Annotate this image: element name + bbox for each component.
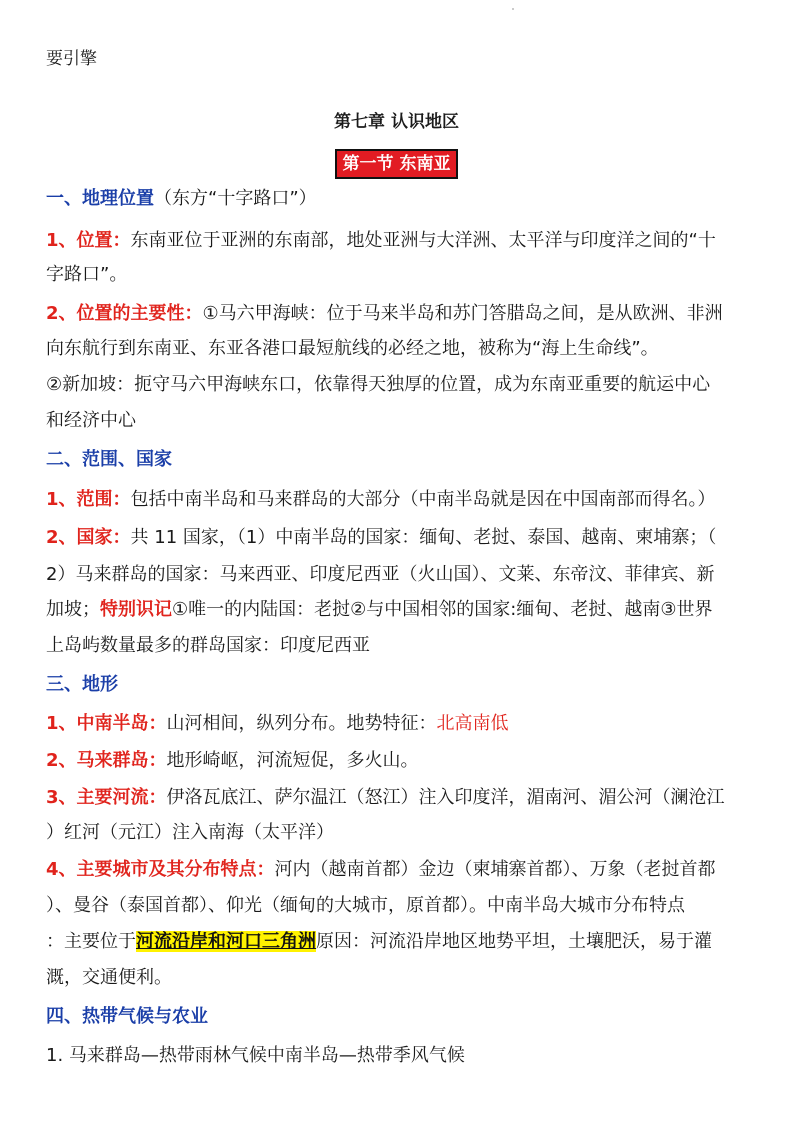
s3-p4-text3a: ：主要位于 xyxy=(46,931,136,952)
s2-heading: 二、范围、国家 xyxy=(46,449,172,470)
s3-p4-text3b: 原因：河流沿岸地区地势平坦，土壤肥沃，易于灌 xyxy=(316,931,712,952)
s3-heading: 三、地形 xyxy=(46,674,118,695)
s3-p4-line1 xyxy=(46,857,748,883)
s4-heading: 四、热带气候与农业 xyxy=(46,1006,208,1027)
s3-p4-text1: 河内（越南首都）金边（柬埔寨首都）、万象（老挝首都 xyxy=(274,859,716,880)
s2-p2-line2: 2）马来群岛的国家：马来西亚、印度尼西亚（火山国）、文莱、东帝汶、菲律宾、新 xyxy=(46,564,715,585)
s2-p2-line1 xyxy=(46,525,748,551)
s3-p4-line2: ）、曼谷（泰国首都）、仰光（缅甸的大城市，原首都）。中南半岛大城市分布特点 xyxy=(46,895,685,916)
s1-p2-line1 xyxy=(46,301,748,327)
s3-p3-line1 xyxy=(46,785,748,811)
s3-p1-line xyxy=(46,711,748,737)
s2-special-note: 特别识记 xyxy=(100,599,172,620)
s2-p2-text3a: 加坡； xyxy=(46,599,100,620)
s1-p2-text1: ①马六甲海峡：位于马来半岛和苏门答腊岛之间，是从欧洲、非洲 xyxy=(202,303,723,324)
s1-p2-line4: 和经济中心 xyxy=(46,410,136,431)
s3-p1-label: 1、中南半岛： xyxy=(46,713,167,734)
s3-p1-text: 山河相间，纵列分布。地势特征： xyxy=(166,713,437,734)
s3-p2-text: 地形崎岖，河流短促，多火山。 xyxy=(166,750,419,771)
s1-p1-line1 xyxy=(46,228,748,254)
s2-p1-label: 1、范围： xyxy=(46,489,131,510)
s2-p1-text1: 包括中南半岛和马来群岛的大部分（中南半岛就是因在中国南部而得名。） xyxy=(130,489,716,510)
s3-p3-line2: ）红河（元江）注入南海（太平洋） xyxy=(46,822,334,843)
s2-p2-text1: 共 11 国家，（1）中南半岛的国家：缅甸、老挝、泰国、越南、柬埔寨；（ xyxy=(130,527,717,548)
s1-p1-text1: 东南亚位于亚洲的东南部，地处亚洲与大洋洲、太平洋与印度洋之间的“十 xyxy=(130,230,716,251)
section-title-wrap xyxy=(0,149,793,179)
s4-p1-line: 1. 马来群岛—热带雨林气候中南半岛—热带季风气候 xyxy=(46,1045,465,1066)
s3-p3-label: 3、主要河流： xyxy=(46,787,167,808)
s2-p2-text3b: ①唯一的内陆国：老挝②与中国相邻的国家:缅甸、老挝、越南③世界 xyxy=(172,599,713,620)
s1-heading: 一、地理位置 xyxy=(46,188,154,209)
s3-p4-label: 4、主要城市及其分布特点： xyxy=(46,859,275,880)
s2-heading-line xyxy=(46,447,748,473)
s1-p1-line2: 字路口”。 xyxy=(46,264,128,285)
header-label: 要引擎 xyxy=(46,49,97,69)
s3-heading-line xyxy=(46,672,748,698)
s2-p2-line3 xyxy=(46,597,748,623)
s1-p1-label: 1、位置： xyxy=(46,230,131,251)
s1-heading-note: （东方“十字路口”） xyxy=(154,188,317,209)
s2-p2-line4: 上岛屿数量最多的群岛国家：印度尼西亚 xyxy=(46,635,370,656)
s2-p2-label: 2、国家： xyxy=(46,527,131,548)
s3-highlight-delta: 河流沿岸和河口三角洲 xyxy=(136,931,316,952)
s3-p3-text1: 伊洛瓦底江、萨尔温江（怒江）注入印度洋，湄南河、湄公河（澜沧江 xyxy=(166,787,725,808)
s3-p4-line4: 溉，交通便利。 xyxy=(46,967,172,988)
chapter-title: 第七章 认识地区 xyxy=(334,112,459,132)
s1-heading-line xyxy=(46,186,748,212)
s3-p2-line xyxy=(46,748,748,774)
s1-p2-label: 2、位置的主要性： xyxy=(46,303,203,324)
scan-dot xyxy=(512,8,514,10)
s3-p1-terrain: 北高南低 xyxy=(436,713,509,734)
section-title: 第一节 东南亚 xyxy=(335,149,459,179)
s1-p2-line3: ②新加坡：扼守马六甲海峡东口，依靠得天独厚的位置，成为东南亚重要的航运中心 xyxy=(46,374,711,395)
s3-p2-label: 2、马来群岛： xyxy=(46,750,167,771)
s2-p1-line1 xyxy=(46,487,748,513)
s1-p2-line2: 向东航行到东南亚、东亚各港口最短航线的必经之地，被称为“海上生命线”。 xyxy=(46,338,659,359)
s4-heading-line xyxy=(46,1004,748,1030)
s3-p4-line3 xyxy=(46,929,748,955)
